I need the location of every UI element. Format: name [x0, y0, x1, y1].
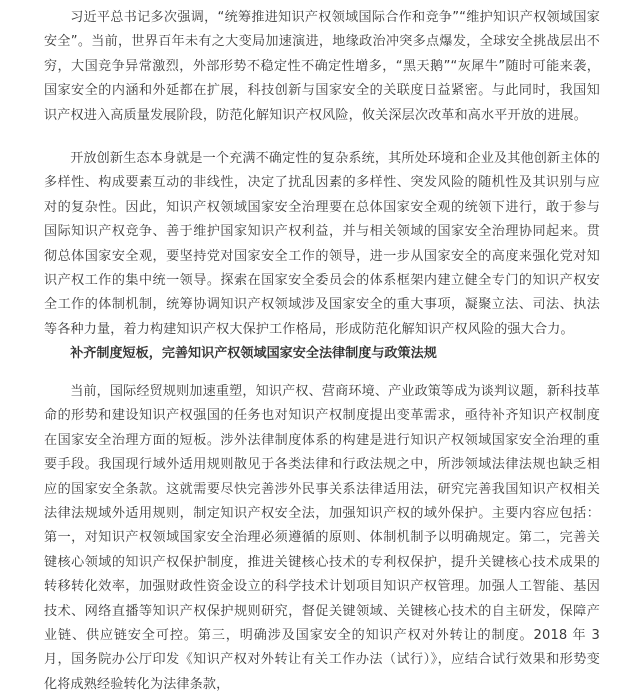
- section-heading: 补齐制度短板，完善知识产权领域国家安全法律制度与政策法规: [70, 346, 437, 361]
- article-paragraph-2: 开放创新生态本身就是一个充满不确定性的复杂系统，其所处环境和企业及其他创新主体的多样性、构成要素互动的非线性，决定了扰乱因素的多样性、突发风险的随机性及其识别与应对的复杂性。因此，知识产权领域国家安全治理要在总体国家安全观的统领下进行，敢于参与国际知识产权竞争、善于维护国家知识产权利益，并与相关领域的国家安全治理协同起来。贯彻总体国家安全观，要坚持党对国家安全工作的领导，进一步从国家安全的高度来强化党对知识产权工作的集中统一领导。探索在国家安全委员会的体系框架内建立健全专门的知识产权安全工作的体制机制，统筹协调知识产权领域涉及国家安全的重大事项，凝聚立法、司法、执法等各种力量，着力构建知识产权大保护工作格局，形成防范化解知识产权风险的强大合力。: [44, 151, 600, 337]
- article-paragraph-3: 当前，国际经贸规则加速重塑，知识产权、营商环境、产业政策等成为谈判议题，新科技革命的形势和建设知识产权强国的任务也对知识产权制度提出变革需求，亟待补齐知识产权制度在国家安全治理方面的短板。涉外法律制度体系的构建是进行知识产权领域国家安全治理的重要手段。我国现行域外适用规则散见于各类法律和行政法规之中，所涉领域法律法规也缺乏相应的国家安全条款。这就需要尽快完善涉外民事关系法律适用法，研究完善我国知识产权相关法律法规域外适用规则，制定知识产权安全法，加强知识产权的域外保护。主要内容应包括：第一，对知识产权领域国家安全治理必须遵循的原则、体制机制予以明确规定。第二，完善关键核心领域的知识产权保护制度，推进关键核心技术的专利权保护，提升关键核心技术成果的转移转化效率，加强财政性资金设立的科学技术计划项目知识产权管理。加强人工智能、基因技术、网络直播等知识产权保护规则研究，督促关键领域、关键核心技术的自主研发，保障产业链、供应链安全可控。第三，明确涉及国家安全的知识产权对外转让的制度。2018 年 3 月，国务院办公厅印发《知识产权对外转让有关工作办法（试行）》，应结合试行效果和形势变化将成熟经验转化为法律条款，: [44, 384, 600, 692]
- article-paragraph-1: 习近平总书记多次强调，“统筹推进知识产权领域国际合作和竞争”“维护知识产权领域国家安全”。当前，世界百年未有之大变局加速演进，地缘政治冲突多点爆发，全球安全挑战层出不穷，大国竞争异常激烈，外部形势不稳定性不确定性增多，“黑天鹅”“灰犀牛”随时可能来袭，国家安全的内涵和外延都在扩展，科技创新与国家安全的关联度日益紧密。与此同时，我国知识产权进入高质量发展阶段，防范化解知识产权风险，攸关深层次改革和高水平开放的进展。: [44, 10, 600, 123]
